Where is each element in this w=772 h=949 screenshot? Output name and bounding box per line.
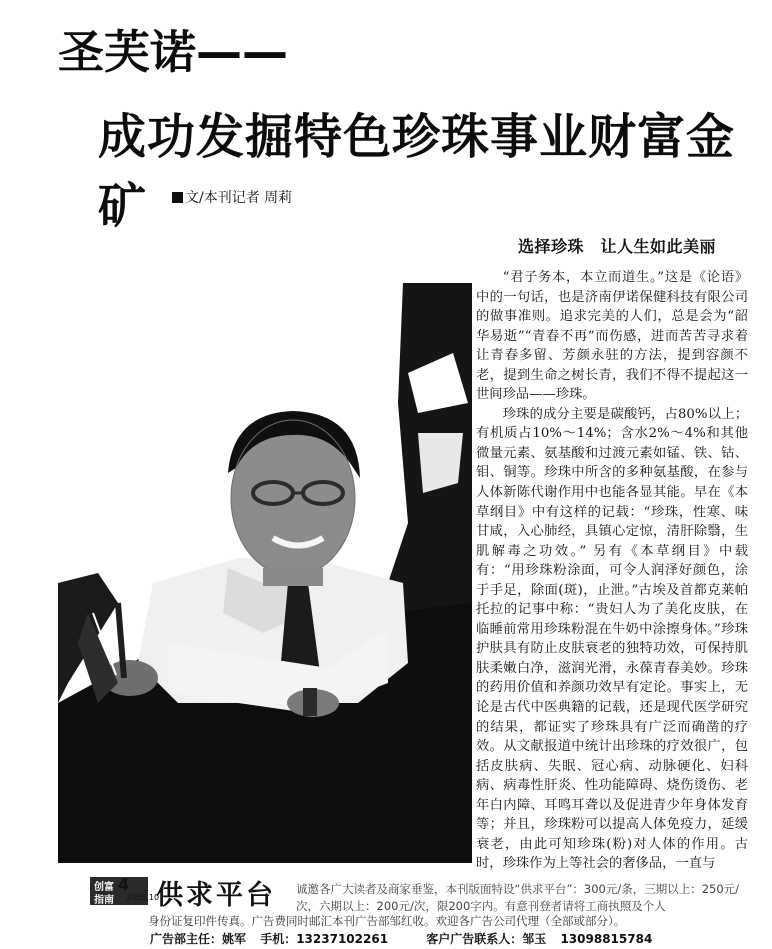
page-number: 4 (118, 875, 130, 894)
brand-line: 圣芙诺—— (58, 25, 288, 79)
brand-top: 创富 (94, 882, 114, 893)
ad-notice-line-1: 诚邀各广大读者及商家垂鉴，本刊版面特设“供求平台”：300元/条，三期以上：250元/次，六期以上：200元/次，限200字内。有意刊登者请将工商执照及个人 (296, 882, 740, 913)
ad-notice-line-2: 身份证复印件传真。广告费同时邮汇本刊广告部邹红收。欢迎各广告公司代理（全部或部分）。 (148, 914, 626, 928)
article-body (476, 268, 748, 874)
headline: 成功发掘特色珍珠事业财富金矿 (98, 109, 736, 234)
contact-director-phone: 手机：13237102261 (260, 932, 389, 946)
brand-bottom: 指南 (94, 895, 114, 906)
contact-line (150, 930, 770, 947)
paragraph: 珍珠的成分主要是碳酸钙，占80%以上；有机质占10%～14%；含水2%～4%和其他微量元素、氨基酸和过渡元素如锰、铁、钴、钼、铜等。珍珠中所含的多种氨基酸，在参与人体新陈代谢作用中也能各显其能。早在《本草纲目》中有这样的记载：“珍珠，性寒、味甘咸，入心肺经，具镇心定惊，清肝除翳，生肌解毒之功效。” 另有《本草纲目》中载有：“用珍珠粉涂面，可令人润泽好颜色，涂于手足，除面(斑)，止泄。”古埃及首都克莱帕托拉的记事中称：“贵妇人为了美化皮肤，在临睡前常用珍珠粉混在牛奶中涂擦身体。”珍珠护肤具有防止皮肤衰老的独特功效，可保持肌肤柔嫩白净，滋润光滑，永葆青春美妙。珍珠的药用价值和养颜功效早有定论。事实上，无论是古代中医典籍的记载，还是现代医学研究的结果，都证实了珍珠具有广泛而确凿的疗效。从文献报道中统计出珍珠的疗效很广，包括皮肤病、失眠、冠心病、动脉硬化、妇科病、病毒性肝炎、性功能障碍、烧伤烫伤、老年白内障、耳鸣耳聋以及促进青少年身体发育等；并且，珍珠粉可以提高人体免疫力，延缓衰老，由此可知珍珠(粉)对人体的作用。古时，珍珠作为上等社会的奢侈品，一直与 (476, 406, 748, 872)
section-title: 供求平台 (156, 880, 276, 911)
section-heading: 选择珍珠 让人生如此美丽 (518, 237, 717, 256)
issue-date: 2005.10 (126, 893, 160, 902)
black-square-icon (172, 192, 183, 203)
byline (172, 187, 292, 207)
contact-client-phone: 13098815784 (560, 932, 653, 946)
contact-director: 广告部主任：姚军 (150, 932, 247, 946)
byline-text: 文/本刊记者 周莉 (185, 190, 293, 206)
paragraph: “君子务本，本立而道生。”这是《论语》中的一句话，也是济南伊诺保健科技有限公司的做事准则。追求完美的人们，总是会为“韶华易逝”“青春不再”而伤感，进而苦苦寻求着让青春多留、芳颜永驻的方法，提到容颜不老，提到生命之树长青，我们不得不提起这一世间珍品——珍珠。 (476, 270, 748, 403)
businessman-portrait-photo (58, 283, 472, 863)
contact-client: 客户广告联系人：邹玉 (426, 932, 547, 946)
